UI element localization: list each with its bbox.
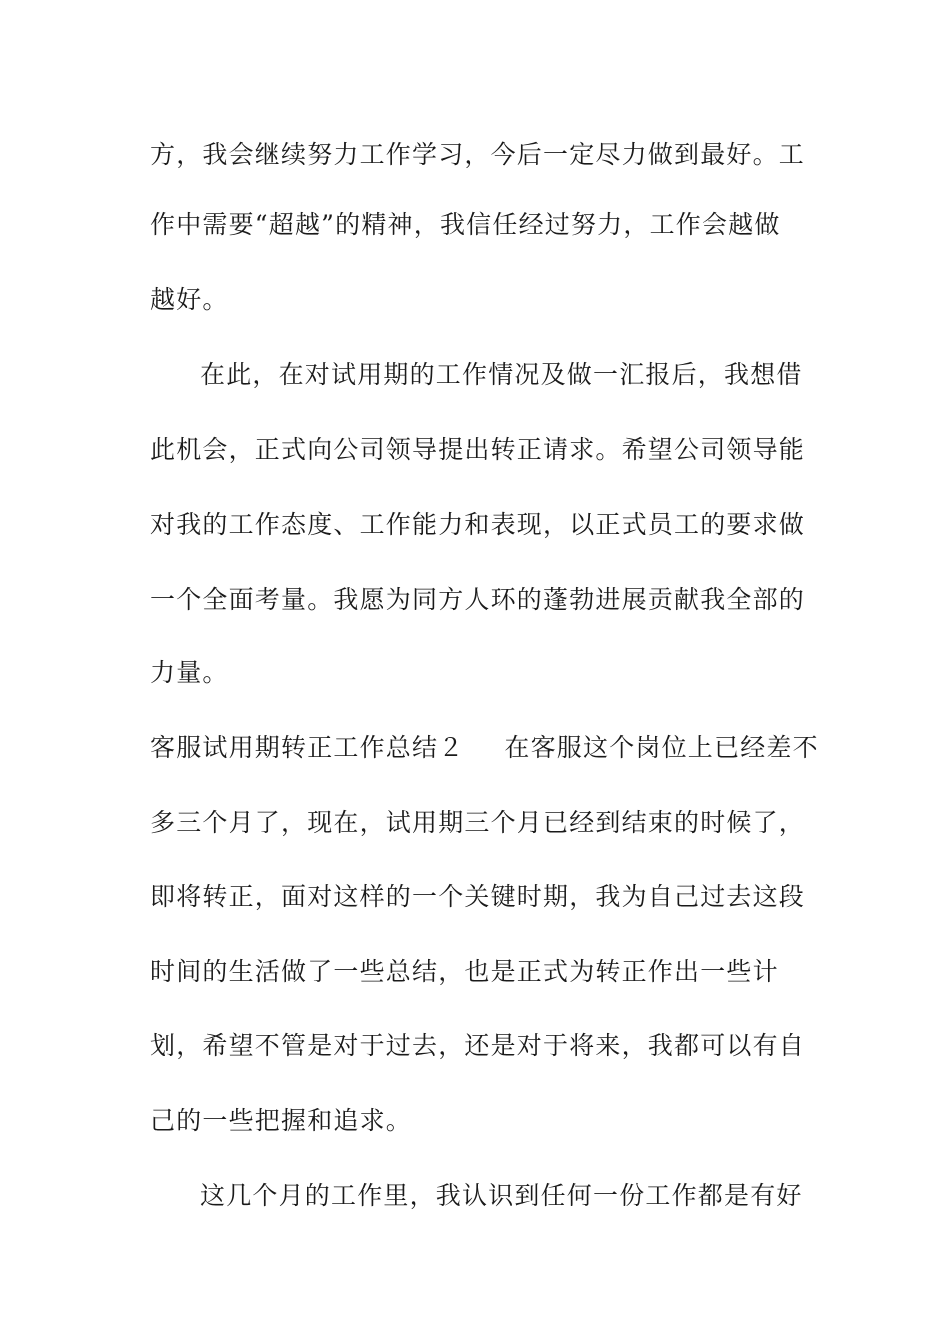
paragraph-line: 己的一些把握和追求。	[150, 1106, 413, 1135]
paragraph-line: 这几个月的工作里，我认识到任何一份工作都是有好	[200, 1181, 803, 1210]
paragraph-line: 力量。	[150, 658, 229, 687]
paragraph-line: 多三个月了，现在，试用期三个月已经到结束的时候了，	[150, 808, 806, 837]
section-lead-text: 在客服这个岗位上已经差不	[504, 733, 819, 762]
paragraph-line: 划，希望不管是对于过去，还是对于将来，我都可以有自	[150, 1031, 806, 1060]
paragraph-line: 方，我会继续努力工作学习，今后一定尽力做到最好。工	[150, 140, 806, 169]
paragraph-line: 此机会，正式向公司领导提出转正请求。希望公司领导能	[150, 435, 806, 464]
section-title: 客服试用期转正工作总结２	[150, 733, 465, 762]
paragraph-line: 作中需要“超越”的精神，我信任经过努力，工作会越做	[150, 210, 781, 239]
paragraph-line: 即将转正，面对这样的一个关键时期，我为自己过去这段	[150, 882, 806, 911]
section-heading-line	[150, 733, 819, 763]
paragraph-line: 越好。	[150, 285, 229, 314]
paragraph-line: 对我的工作态度、工作能力和表现，以正式员工的要求做	[150, 510, 806, 539]
paragraph-line: 在此，在对试用期的工作情况及做一汇报后，我想借	[200, 360, 803, 389]
paragraph-line: 一个全面考量。我愿为同方人环的蓬勃进展贡献我全部的	[150, 585, 806, 614]
paragraph-line: 时间的生活做了一些总结，也是正式为转正作出一些计	[150, 957, 779, 986]
